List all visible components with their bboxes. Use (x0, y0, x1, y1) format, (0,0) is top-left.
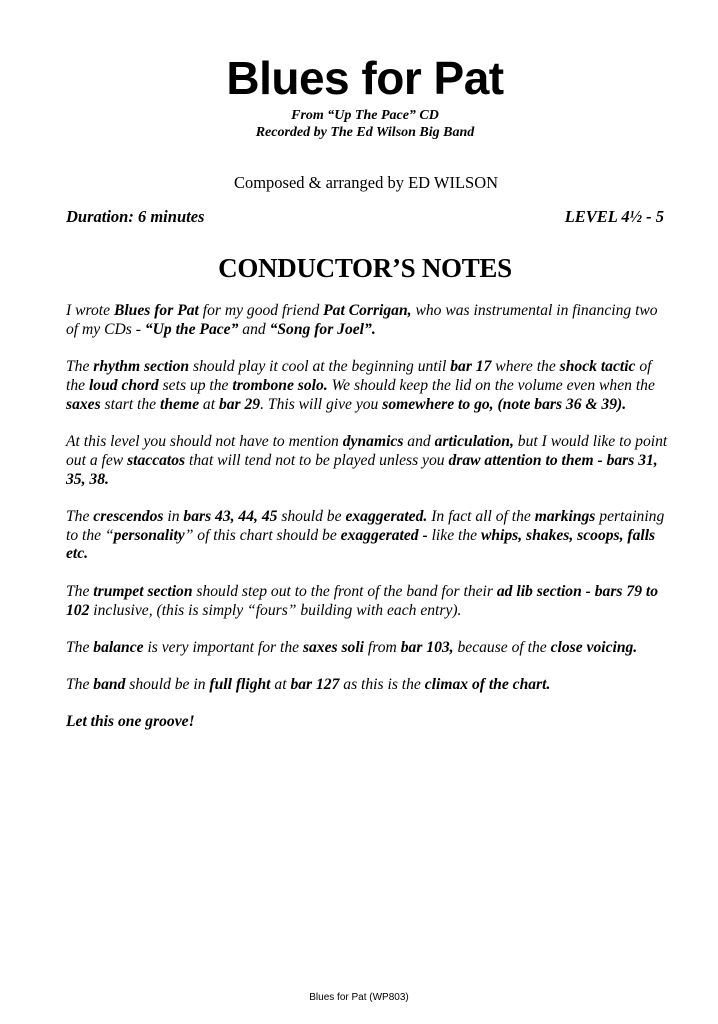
body-text: where the (491, 358, 560, 376)
body-text: should be in (125, 676, 210, 694)
emphasis-text: shock tactic (559, 358, 636, 376)
conductor-notes-body (66, 302, 671, 732)
emphasis-text: theme (160, 395, 199, 413)
emphasis-text: articulation, (434, 432, 514, 450)
emphasis-text: bars 43, 44, 45 (183, 507, 278, 525)
body-text: The (66, 638, 94, 656)
notes-paragraph (66, 676, 671, 695)
body-text: from (364, 638, 401, 656)
emphasis-text: trombone solo. (232, 376, 328, 394)
emphasis-text: exaggerated. (345, 507, 428, 525)
emphasis-text: bar 17 (450, 358, 492, 376)
emphasis-text: balance (93, 638, 144, 656)
album-source-line: From “Up The Pace” CD (291, 108, 439, 123)
body-text: The (66, 358, 94, 376)
emphasis-text: “Up the Pace” (144, 320, 239, 338)
body-text: . This will give you (260, 395, 383, 413)
body-text: as this is the (339, 676, 425, 694)
recording-credit-line: Recorded by The Ed Wilson Big Band (255, 125, 475, 140)
emphasis-text: rhythm section (93, 358, 190, 376)
emphasis-text: ad lib section - bars 79 to 102 (66, 582, 659, 619)
body-text: for my good friend (198, 302, 324, 319)
emphasis-text: staccatos (127, 451, 186, 469)
body-text: and (403, 432, 435, 450)
emphasis-text: loud chord (88, 376, 159, 394)
body-text: At this level you should not have to mention (66, 432, 343, 450)
emphasis-text: Blues for Pat (113, 302, 199, 319)
body-text: In fact all of the (427, 507, 535, 525)
body-text: in (163, 507, 184, 525)
notes-paragraph (66, 583, 671, 621)
emphasis-text: Pat Corrigan, (323, 302, 412, 319)
emphasis-text: band (93, 676, 126, 694)
body-text: is very important for the (143, 638, 303, 656)
emphasis-text: somewhere to go, (note bars 36 & 39). (382, 395, 627, 413)
emphasis-text: bar 29 (218, 395, 261, 413)
emphasis-text: markings (534, 507, 596, 525)
body-text: The (66, 676, 94, 694)
body-text: and (238, 320, 270, 338)
body-text: at (270, 676, 291, 694)
body-text: The (66, 507, 94, 525)
emphasis-text: climax of the chart. (424, 676, 551, 694)
body-text: like the (427, 526, 481, 544)
body-text: We should keep the lid on the volume even when the (327, 376, 655, 394)
body-text: The (66, 582, 94, 600)
body-text: inclusive, (this is simply “fours” building with each entry). (89, 601, 462, 619)
body-text: who was instrumental in financing two of my CDs - (66, 302, 658, 338)
emphasis-text: bar 127 (290, 676, 340, 694)
emphasis-text: close voicing. (550, 638, 638, 656)
emphasis-text: dynamics (342, 432, 404, 450)
emphasis-text: saxes soli (302, 638, 365, 656)
emphasis-text: trumpet section (93, 582, 193, 600)
notes-paragraph (66, 358, 671, 414)
emphasis-text: saxes (66, 395, 101, 413)
section-heading: CONDUCTOR’S NOTES (218, 253, 512, 283)
body-text: that will tend not to be played unless you (185, 451, 449, 469)
emphasis-text: Let this one groove! (66, 713, 195, 731)
body-text: pertaining to the “ (66, 507, 665, 544)
body-text: of the (66, 358, 652, 394)
composer-credit: Composed & arranged by ED WILSON (233, 173, 499, 192)
emphasis-text: “Song for Joel”. (269, 320, 376, 338)
closing-line (66, 713, 671, 732)
body-text: because of the (453, 638, 551, 656)
body-text: but I would like to point out a few (66, 432, 668, 469)
emphasis-text: full flight (209, 676, 271, 694)
emphasis-text: draw attention to them - bars 31, 35, 38. (66, 451, 658, 488)
body-text: sets up the (158, 376, 233, 394)
notes-paragraph (66, 433, 671, 489)
body-text: start the (100, 395, 161, 413)
page-footer: Blues for Pat (WP803) (309, 992, 409, 1003)
emphasis-text: bar 103, (400, 638, 454, 656)
emphasis-text: crescendos (93, 507, 164, 525)
body-text: at (199, 395, 219, 413)
notes-paragraph (66, 639, 671, 658)
emphasis-text: exaggerated - (340, 526, 428, 544)
emphasis-text: whips, shakes, scoops, falls etc. (66, 526, 656, 563)
body-text: should play it cool at the beginning until (189, 358, 451, 376)
body-text: ” of this chart should be (184, 526, 341, 544)
notes-paragraph (66, 508, 671, 564)
document-title: Blues for Pat (226, 52, 504, 104)
notes-paragraph (66, 302, 671, 340)
level-label: LEVEL 4½ - 5 (564, 207, 664, 226)
duration-label: Duration: 6 minutes (66, 207, 205, 226)
body-text: I wrote (66, 302, 114, 319)
body-text: should be (277, 507, 346, 525)
emphasis-text: personality (113, 526, 185, 544)
body-text: should step out to the front of the band for their (192, 582, 497, 600)
